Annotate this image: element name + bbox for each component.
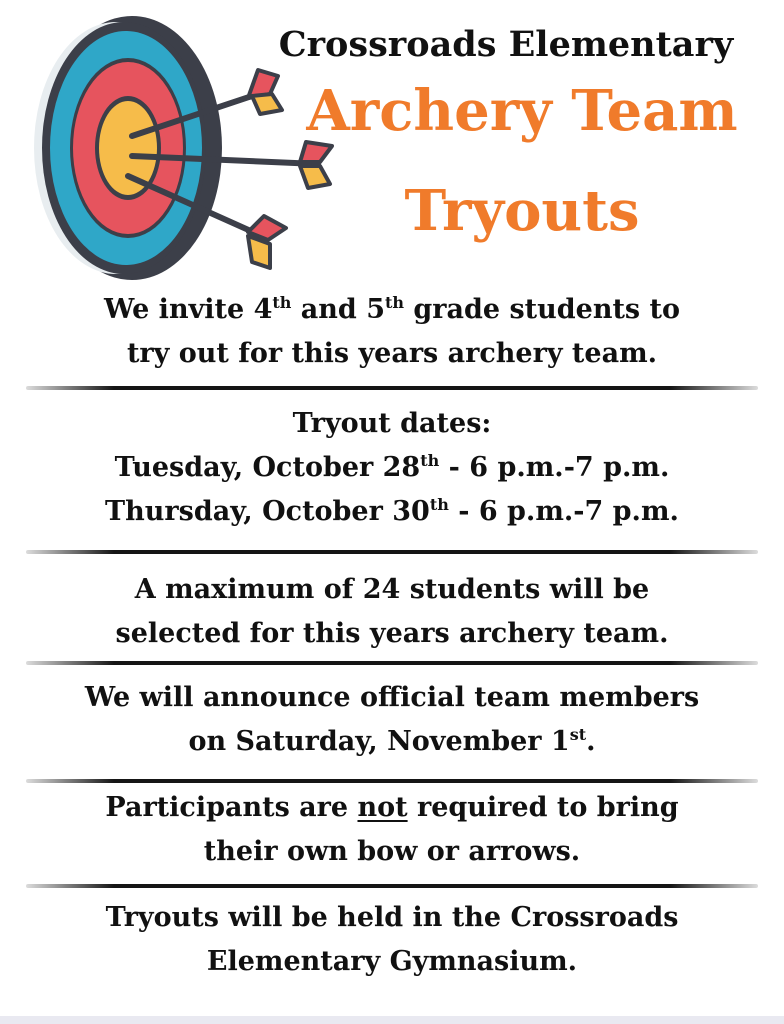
announce-line1: We will announce official team members <box>84 682 700 713</box>
invite-section <box>20 288 764 376</box>
invite-line1: We invite 4th and 5th grade students to <box>103 293 681 325</box>
tryout-dates-section <box>20 402 764 534</box>
maximum-line1: A maximum of 24 students will be <box>134 574 650 605</box>
invite-line2: try out for this years archery team. <box>126 338 658 369</box>
flyer-header <box>0 0 784 290</box>
section-divider <box>26 661 758 665</box>
equipment-line1: Participants are not required to bring <box>105 792 679 823</box>
location-line2: Elementary Gymnasium. <box>206 946 578 977</box>
announce-section <box>20 676 764 764</box>
section-divider <box>26 550 758 554</box>
maximum-line2: selected for this years archery team. <box>115 618 669 649</box>
section-divider <box>26 386 758 390</box>
tryout-dates-heading: Tryout dates: <box>292 408 492 439</box>
maximum-section <box>20 568 764 656</box>
announce-line2: on Saturday, November 1st. <box>188 725 596 757</box>
emphasis-not: not <box>357 792 408 823</box>
flyer-title-line2: Tryouts <box>404 178 640 244</box>
equipment-section <box>20 786 764 874</box>
location-section <box>20 896 764 984</box>
location-line1: Tryouts will be held in the Crossroads <box>105 902 679 933</box>
bottom-strip <box>0 1016 784 1024</box>
section-divider <box>26 884 758 888</box>
school-name: Crossroads Elementary <box>278 24 734 65</box>
section-divider <box>26 779 758 783</box>
tryout-date-1: Tuesday, October 28th - 6 p.m.-7 p.m. <box>114 451 670 483</box>
flyer-title-line1: Archery Team <box>306 78 738 144</box>
tryout-date-2: Thursday, October 30th - 6 p.m.-7 p.m. <box>105 495 679 527</box>
equipment-line2: their own bow or arrows. <box>203 836 581 867</box>
